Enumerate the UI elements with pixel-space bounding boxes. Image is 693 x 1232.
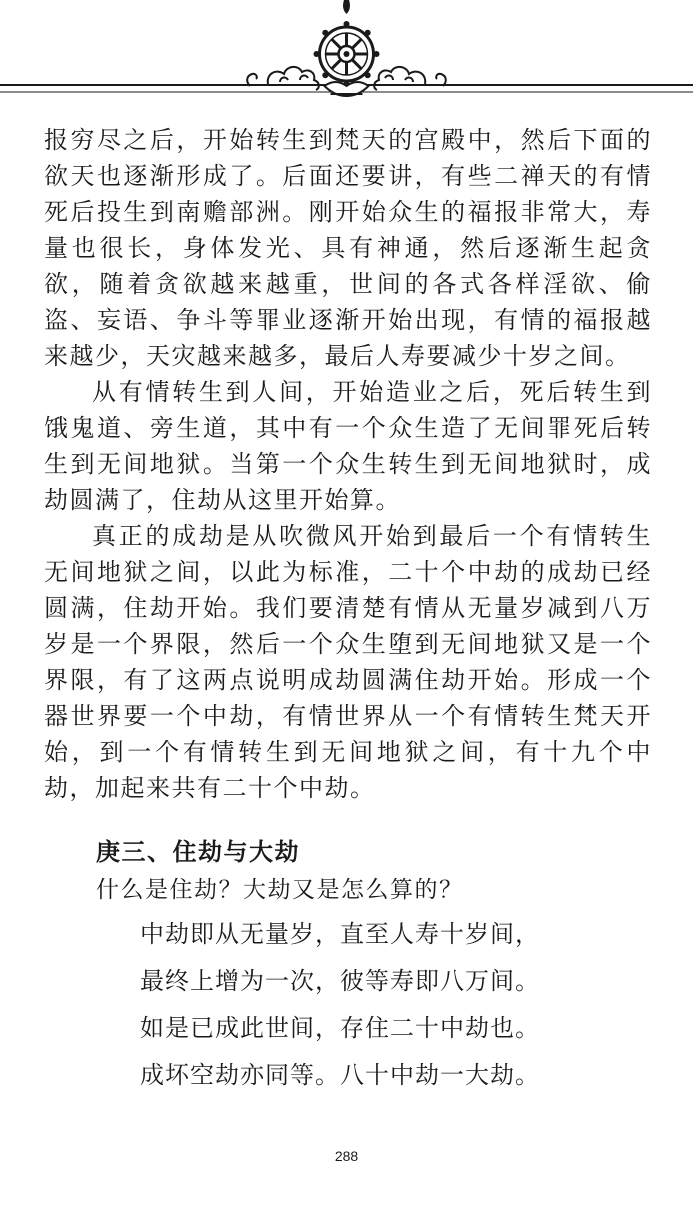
body-text xyxy=(44,122,652,806)
verse-line: 如是已成此世间，存住二十中劫也。 xyxy=(140,1014,540,1042)
section-question: 什么是住劫？大劫又是怎么算的？ xyxy=(96,877,464,903)
auspicious-cloud-icon xyxy=(374,67,446,90)
verse-line: 中劫即从无量岁，直至人寿十岁间， xyxy=(140,920,540,948)
paragraph: 报穷尽之后，开始转生到梵天的宫殿中，然后下面的欲天也逐渐形成了。后面还要讲，有些二禅天的有情死后投生到南赡部洲。刚开始众生的福报非常大，寿量也很长，身体发光、具有神通，然后逐渐生起贪欲，随着贪欲越来越重，世间的各式各样淫欲、偷盗、妄语、争斗等罪业逐渐开始出现，有情的福报越来越少，天灾越来越多，最后人寿要减少十岁之间。 xyxy=(44,126,652,370)
header-ornament-svg xyxy=(0,0,693,110)
verse-line: 最终上增为一次，彼等寿即八万间。 xyxy=(140,967,540,995)
verse-block xyxy=(140,911,540,1099)
section-heading: 庚三、住劫与大劫 xyxy=(96,838,300,866)
page-number: 288 xyxy=(334,1148,359,1164)
paragraph: 从有情转生到人间，开始造业之后，死后转生到饿鬼道、旁生道，其中有一个众生造了无间罪死后转生到无间地狱。当第一个众生转生到无间地狱时，成劫圆满了，住劫从这里开始算。 xyxy=(44,378,652,514)
verse-line: 成坏空劫亦同等。八十中劫一大劫。 xyxy=(140,1061,540,1089)
auspicious-cloud-icon xyxy=(247,67,319,90)
paragraph: 真正的成劫是从吹微风开始到最后一个有情转生无间地狱之间，以此为标准，二十个中劫的成劫已经圆满，住劫开始。我们要清楚有情从无量岁减到八万岁是一个界限，然后一个众生堕到无间地狱又是一个界限，有了这两点说明成劫圆满住劫开始。形成一个器世界要一个中劫，有情世界从一个有情转生梵天开始，到一个有情转生到无间地狱之间，有十九个中劫，加起来共有二十个中劫。 xyxy=(44,522,652,802)
page-header-ornament xyxy=(0,0,693,110)
dharma-wheel-icon xyxy=(314,0,380,96)
